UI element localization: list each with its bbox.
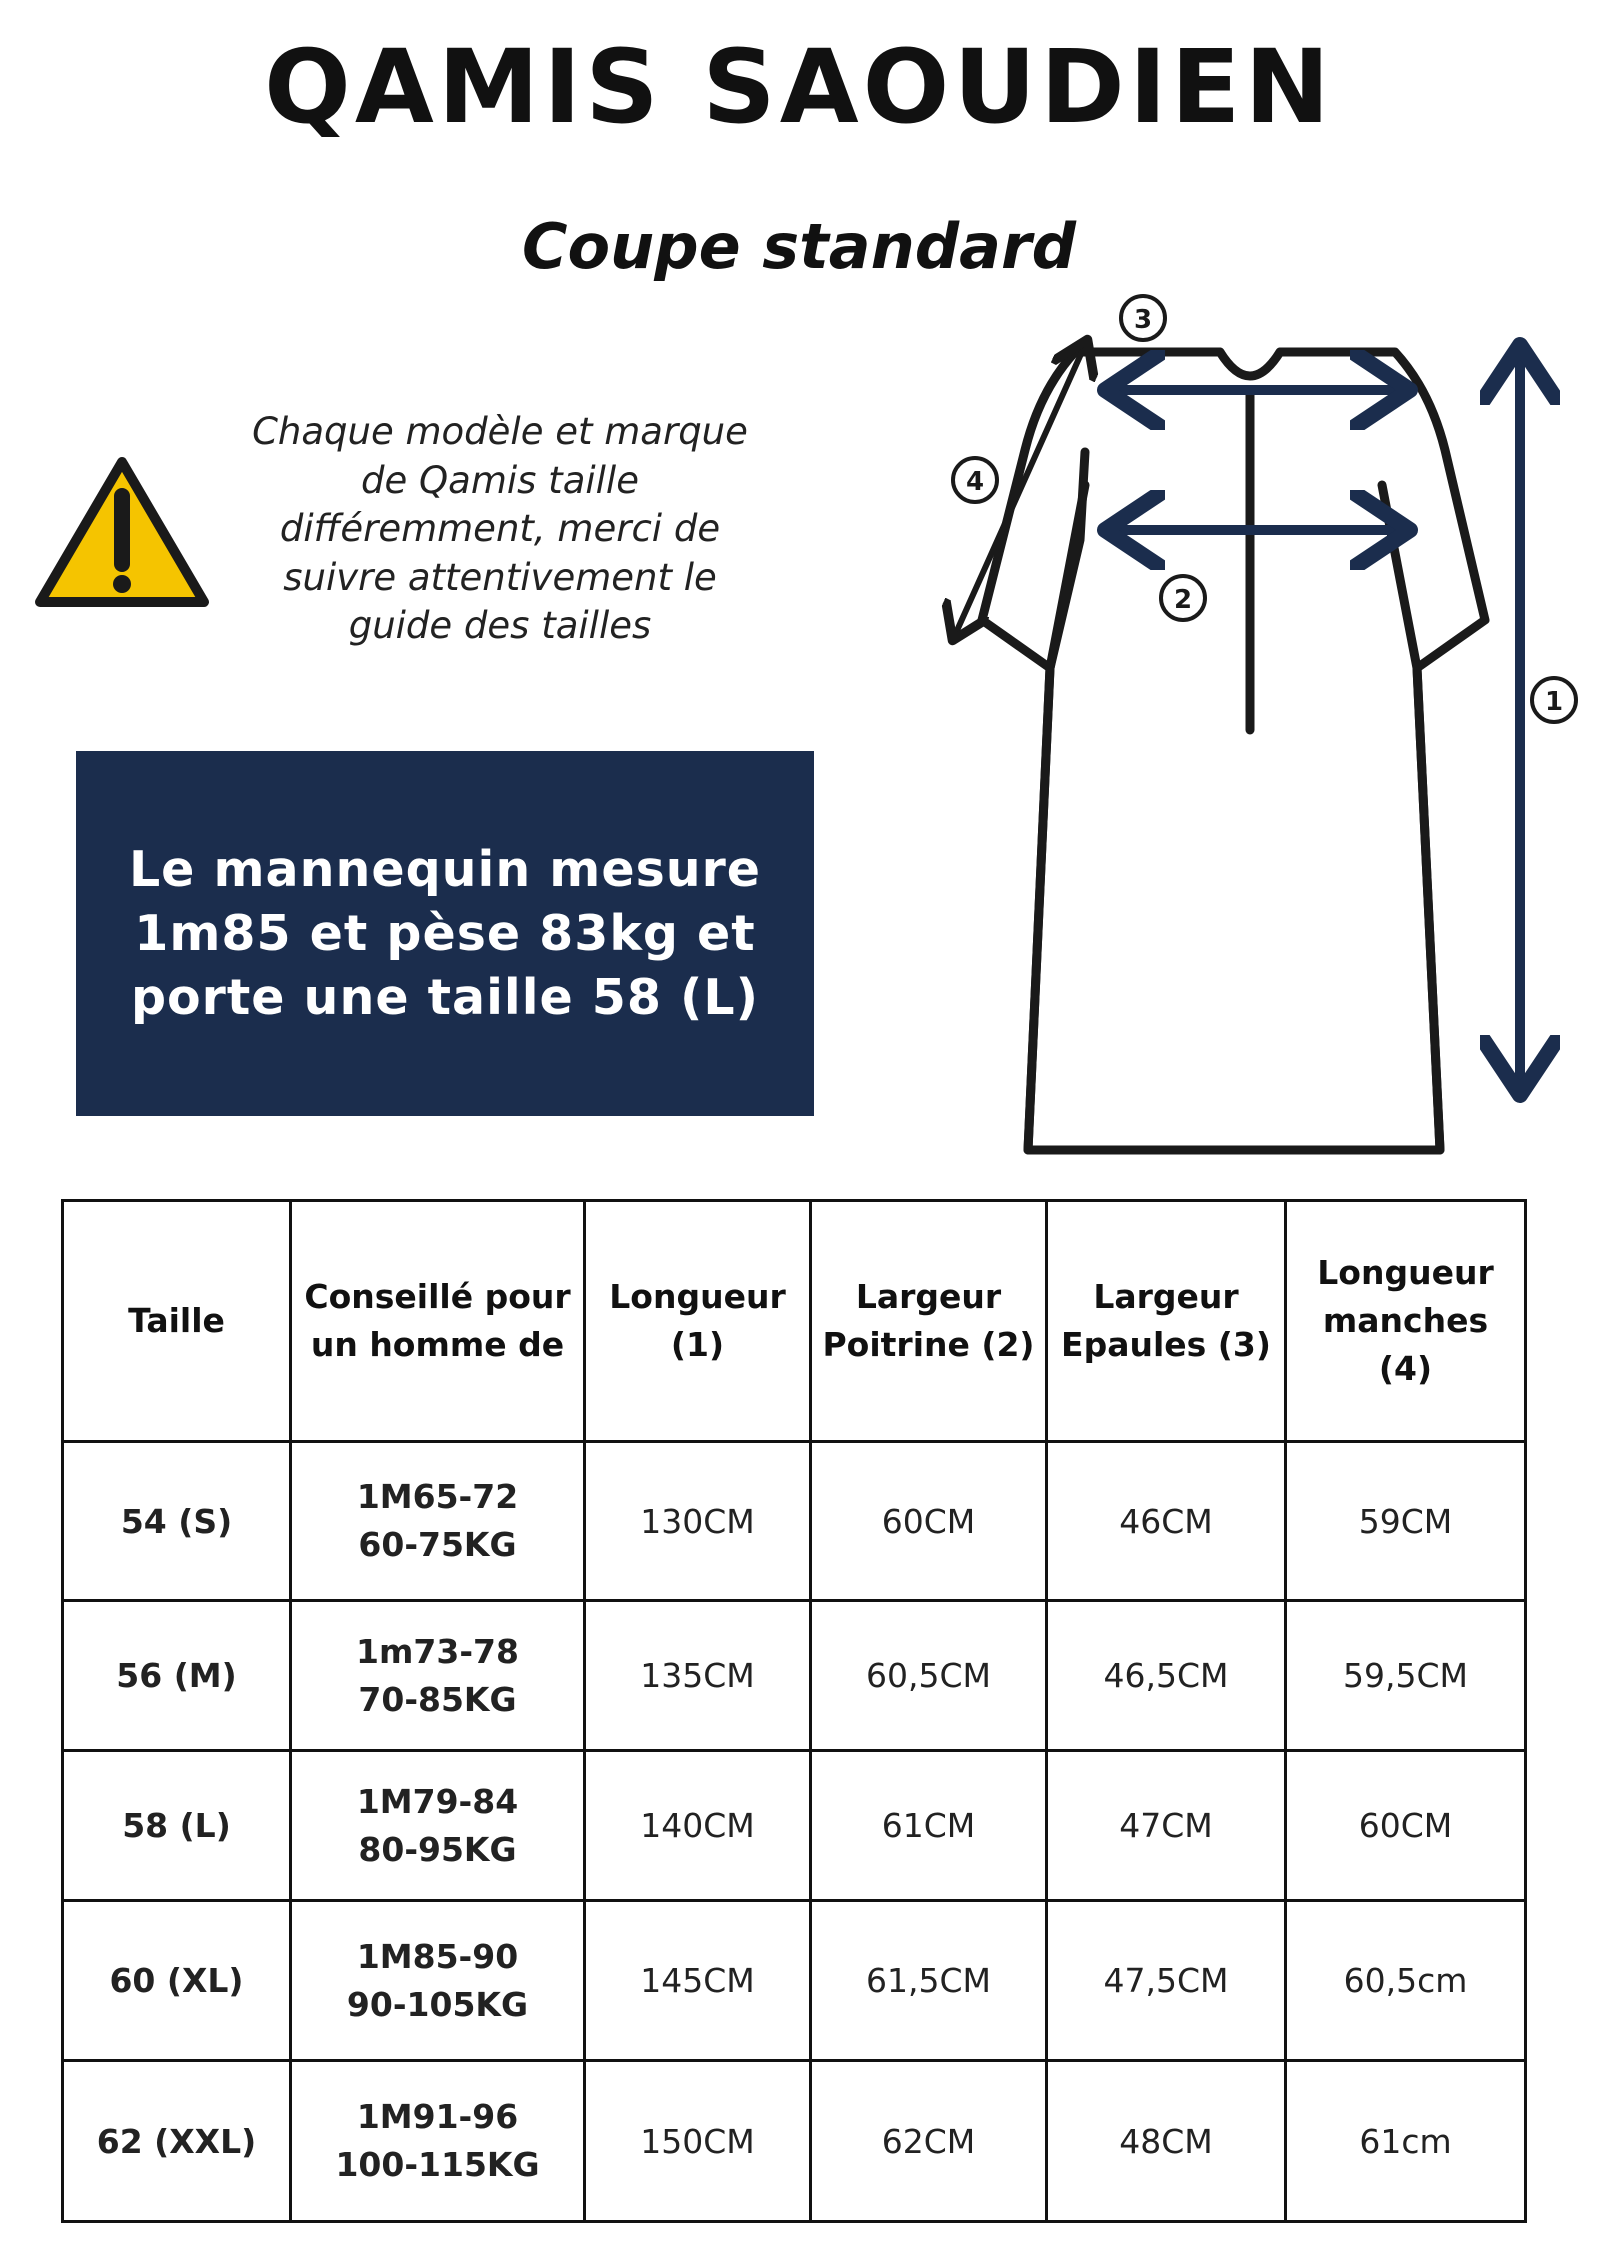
cell-recommended: 1M65-72 60-75KG [291, 1442, 585, 1601]
cell-recommended: 1M85-90 90-105KG [291, 1901, 585, 2061]
cell-sleeves: 60CM [1286, 1751, 1526, 1901]
cell-length: 135CM [585, 1601, 811, 1751]
cell-size: 58 (L) [63, 1751, 291, 1901]
table-row [63, 1442, 1526, 1601]
svg-text:1: 1 [1544, 687, 1564, 717]
marker-3 [1121, 296, 1165, 340]
cell-sleeves: 61cm [1286, 2061, 1526, 2222]
header-shoulders: Largeur Epaules (3) [1047, 1201, 1286, 1442]
table-row [63, 2061, 1526, 2222]
svg-text:4: 4 [965, 467, 985, 497]
cell-chest: 62CM [811, 2061, 1047, 2222]
cell-length: 150CM [585, 2061, 811, 2222]
cell-size: 56 (M) [63, 1601, 291, 1751]
cell-length: 140CM [585, 1751, 811, 1901]
cell-recommended: 1M91-96 100-115KG [291, 2061, 585, 2222]
page-title: QAMIS SAOUDIEN [264, 28, 1334, 147]
table-row [63, 1751, 1526, 1901]
marker-4 [953, 458, 997, 502]
marker-2 [1161, 576, 1205, 620]
model-info-box [76, 751, 814, 1116]
cell-recommended: 1m73-78 70-85KG [291, 1601, 585, 1751]
robe-right-side [1417, 668, 1440, 1150]
header-recommended: Conseillé pour un homme de [291, 1201, 585, 1442]
garment-diagram [900, 290, 1580, 1170]
robe-collar [1220, 352, 1280, 376]
svg-text:3: 3 [1133, 305, 1153, 335]
robe-left-side [1028, 668, 1050, 1150]
page-subtitle: Coupe standard [522, 210, 1076, 283]
cell-sleeves: 59CM [1286, 1442, 1526, 1601]
model-info-text: Le mannequin mesure 1m85 et pèse 83kg et porte une taille 58 (L) [128, 840, 762, 1026]
warning-text: Chaque modèle et marque de Qamis taille différemment, merci de suivre attentivement le guide des tailles [252, 410, 748, 647]
table-header-row [63, 1201, 1526, 1442]
cell-size: 62 (XXL) [63, 2061, 291, 2222]
cell-chest: 60CM [811, 1442, 1047, 1601]
svg-text:2: 2 [1173, 585, 1193, 615]
robe-left-inner-sleeve [1050, 485, 1085, 668]
header-sleeves: Longueur manches (4) [1286, 1201, 1526, 1442]
size-table [61, 1199, 1527, 2223]
table-row [63, 1901, 1526, 2061]
cell-shoulders: 46CM [1047, 1442, 1286, 1601]
cell-sleeves: 60,5cm [1286, 1901, 1526, 2061]
cell-shoulders: 48CM [1047, 2061, 1286, 2222]
cell-chest: 61,5CM [811, 1901, 1047, 2061]
header-length: Longueur (1) [585, 1201, 811, 1442]
cell-chest: 60,5CM [811, 1601, 1047, 1751]
robe-outline [982, 352, 1485, 1150]
robe-right-inner-sleeve [1382, 485, 1417, 668]
cell-size: 60 (XL) [63, 1901, 291, 2061]
header-size: Taille [63, 1201, 291, 1442]
cell-shoulders: 46,5CM [1047, 1601, 1286, 1751]
header-chest: Largeur Poitrine (2) [811, 1201, 1047, 1442]
cell-shoulders: 47CM [1047, 1751, 1286, 1901]
cell-size: 54 (S) [63, 1442, 291, 1601]
table-row [63, 1601, 1526, 1751]
marker-1 [1532, 678, 1576, 722]
warning-icon [32, 452, 212, 612]
cell-length: 130CM [585, 1442, 811, 1601]
cell-chest: 61CM [811, 1751, 1047, 1901]
cell-recommended: 1M79-84 80-95KG [291, 1751, 585, 1901]
cell-sleeves: 59,5CM [1286, 1601, 1526, 1751]
cell-shoulders: 47,5CM [1047, 1901, 1286, 2061]
cell-length: 145CM [585, 1901, 811, 2061]
